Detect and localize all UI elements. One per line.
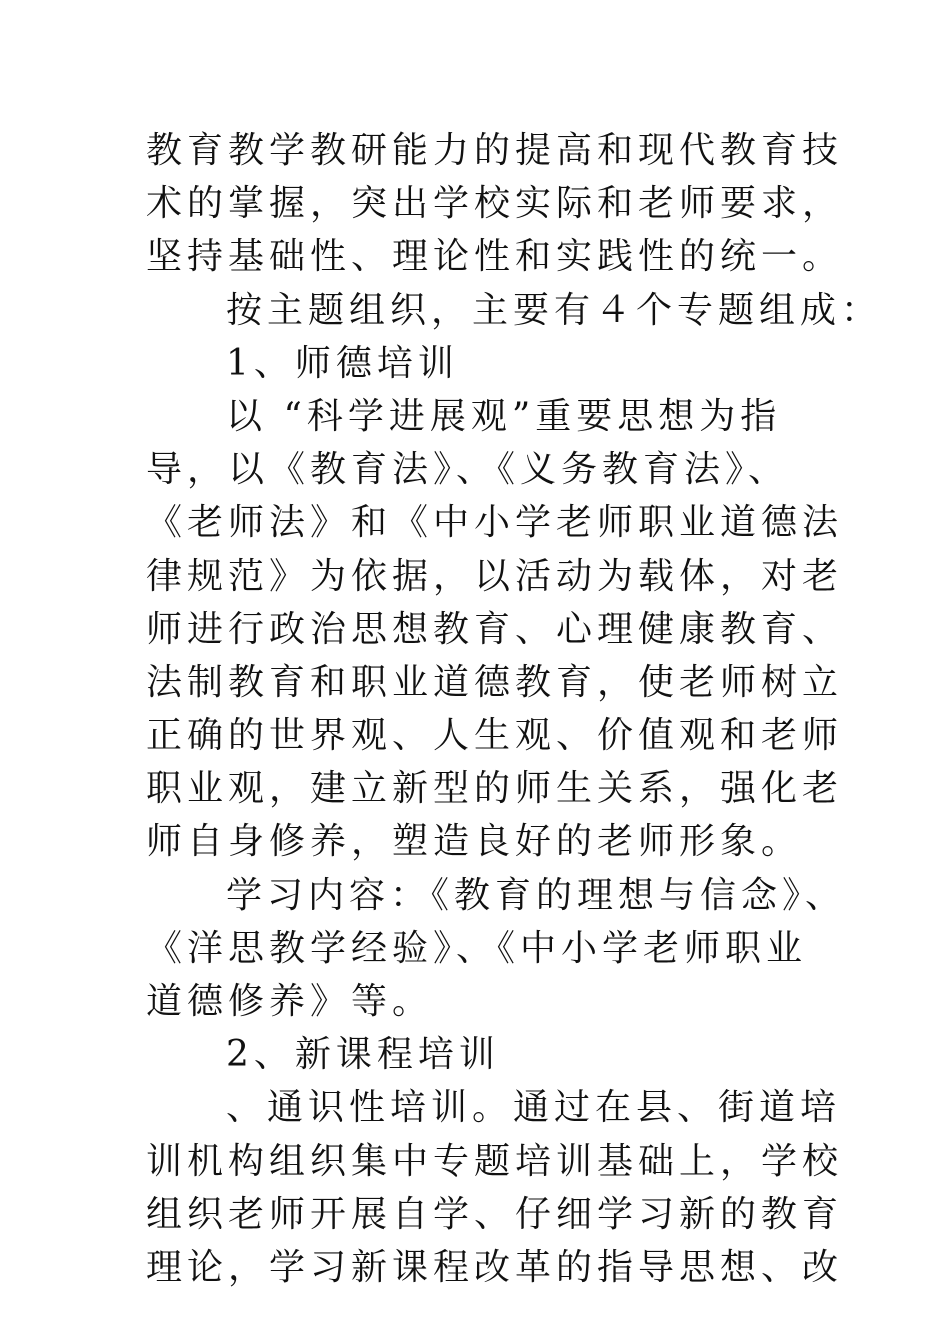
document-text-line: 理论，学习新课程改革的指导思想、改: [146, 1246, 844, 1288]
document-text-line: 学习内容：《教育的理想与信念》、: [226, 874, 847, 916]
document-text-line: 律规范》为依据，以活动为载体，对老: [146, 555, 844, 597]
document-text-line: 按主题组织，主要有４个专题组成：: [226, 289, 883, 331]
document-body-text: [146, 124, 883, 1294]
document-text-line: 2、新课程培训: [226, 1034, 500, 1076]
document-text-line: 导，以《教育法》、《义务教育法》、: [146, 449, 790, 491]
document-text-line: 组织老师开展自学、仔细学习新的教育: [146, 1193, 844, 1235]
document-text-line: 1、师德培训: [226, 342, 459, 384]
document-text-line: 坚持基础性、理论性和实践性的统一。: [146, 236, 844, 278]
document-text-line: 、通识性培训。通过在县、街道培: [226, 1087, 842, 1129]
document-text-line: 以 “科学进展观”重要思想为指: [226, 395, 782, 437]
document-text-line: 法制教育和职业道德教育，使老师树立: [146, 661, 844, 703]
document-text-line: 道德修养》等。: [146, 981, 434, 1022]
document-text-line: 师进行政治思想教育、心理健康教育、: [146, 608, 844, 650]
document-text-line: 《老师法》和《中小学老师职业道德法: [146, 502, 844, 544]
document-text-line: 师自身修养，塑造良好的老师形象。: [146, 821, 803, 863]
document-text-line: 训机构组织集中专题培训基础上，学校: [146, 1140, 844, 1182]
document-text-line: 正确的世界观、人生观、价值观和老师: [146, 715, 844, 757]
document-text-line: 术的掌握，突出学校实际和老师要求，: [146, 183, 844, 225]
document-text-line: 教育教学教研能力的提高和现代教育技: [146, 130, 844, 171]
document-text-line: 职业观，建立新型的师生关系，强化老: [146, 768, 844, 810]
document-text-line: 《洋思教学经验》、《中小学老师职业: [146, 927, 808, 969]
